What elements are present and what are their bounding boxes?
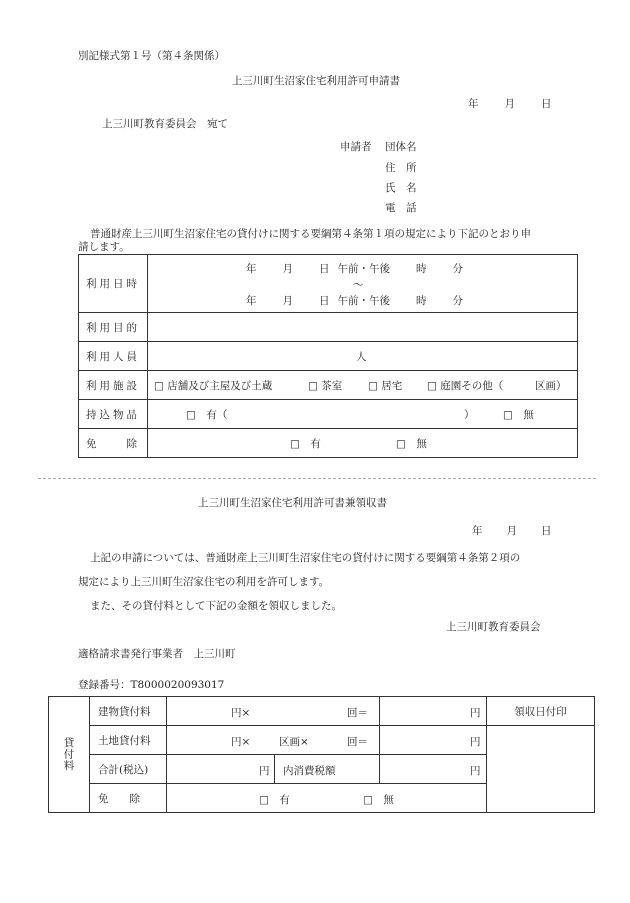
- people-field[interactable]: [148, 342, 578, 371]
- people-unit: 人: [356, 351, 367, 363]
- from-day: 日: [319, 263, 330, 275]
- applicant-org: 団体名: [385, 141, 417, 153]
- facility-tea-checkbox[interactable]: □ 茶室: [308, 380, 343, 392]
- from-month: 月: [282, 263, 293, 275]
- fee-exemption-no-checkbox[interactable]: □ 無: [363, 794, 394, 806]
- fee-exemption-options: [167, 784, 487, 813]
- building-fee-label: 建物貸付料: [90, 697, 167, 726]
- facility-label: 利用施設: [79, 371, 148, 400]
- tax-label: 内消費税額: [283, 765, 336, 777]
- cut-line: [38, 478, 596, 479]
- from-year: 年: [246, 263, 257, 275]
- items-close-paren: ）: [464, 409, 475, 421]
- land-fee-amount[interactable]: [380, 726, 487, 755]
- purpose-field[interactable]: [148, 313, 578, 342]
- land-fee-label: 土地貸付料: [90, 726, 167, 755]
- purpose-label: 利用目的: [79, 313, 148, 342]
- receipt-stamp-area: [487, 726, 595, 813]
- items-yes-checkbox[interactable]: □ 有（: [186, 409, 228, 421]
- land-fee-calc[interactable]: [167, 726, 380, 755]
- fee-side-label-cell: [49, 697, 90, 813]
- application-table: [78, 254, 578, 458]
- datetime-from: [246, 261, 463, 276]
- to-day: 日: [319, 295, 330, 307]
- datetime-tilde: ～: [353, 279, 364, 291]
- building-yen: 円: [470, 707, 481, 719]
- applicant-address: 住 所: [385, 162, 417, 174]
- to-year: 年: [246, 295, 257, 307]
- facility-garden-checkbox[interactable]: □ 庭園その他（: [427, 380, 504, 392]
- date-day: 日: [541, 98, 552, 110]
- invoice-issuer: 適格請求書発行事業者 上三川町: [78, 648, 236, 660]
- date-month: 月: [504, 98, 515, 110]
- datetime-label: 利用日時: [79, 255, 148, 313]
- permit-issuer: 上三川町教育委員会: [446, 621, 541, 633]
- exemption-label: 免 除: [79, 429, 148, 458]
- permit-date-day: 日: [541, 525, 552, 537]
- total-yen: 円: [259, 765, 270, 777]
- building-yen-x: 円×: [231, 707, 251, 719]
- from-minute: 分: [452, 263, 463, 275]
- applicant-name: 氏 名: [385, 182, 417, 194]
- exemption-no-checkbox[interactable]: □ 無: [396, 438, 427, 450]
- building-fee-calc[interactable]: [167, 697, 380, 726]
- items-no-checkbox[interactable]: □ 無: [503, 409, 534, 421]
- to-hour: 時: [416, 295, 427, 307]
- registration-number: 登録番号：T8000020093017: [78, 679, 225, 691]
- exemption-options: [148, 429, 578, 458]
- fee-exemption-yes-checkbox[interactable]: □ 有: [259, 794, 290, 806]
- facility-shop-checkbox[interactable]: □ 店舗及び主屋及び土蔵: [154, 380, 273, 392]
- permit-para2: また、その貸付料として下記の金額を領収しました。: [90, 600, 342, 612]
- body-text-line2: 請します。: [78, 241, 130, 253]
- fee-table: [48, 696, 595, 813]
- from-hour: 時: [416, 263, 427, 275]
- permit-para1-line1: 上記の申請については、普通財産上三川町生沼家住宅の貸付けに関する要綱第４条第２項の: [90, 552, 521, 564]
- people-label: 利用人員: [79, 342, 148, 371]
- datetime-to: [246, 293, 463, 308]
- fee-side-label: 貸付料: [62, 737, 75, 772]
- body-text-line1: 普通財産上三川町生沼家住宅の貸付けに関する要綱第４条第１項の規定により下記のとおり申: [90, 228, 531, 240]
- fee-exemption-label: 免 除: [90, 784, 167, 813]
- to-ampm: 午前・午後: [337, 295, 390, 307]
- permit-para1-line2: 規定により上三川町生沼家住宅の利用を許可します。: [78, 576, 330, 588]
- total-label: 合計(税込): [90, 755, 167, 784]
- to-month: 月: [282, 295, 293, 307]
- land-yen: 円: [470, 736, 481, 748]
- land-kukaku-x: 区画×: [279, 736, 309, 748]
- items-options: [148, 400, 578, 429]
- exemption-yes-checkbox[interactable]: □ 有: [290, 438, 321, 450]
- receipt-stamp-label: 領収日付印: [487, 697, 595, 726]
- application-date: [468, 96, 552, 111]
- from-ampm: 午前・午後: [337, 263, 390, 275]
- permit-date-month: 月: [506, 525, 517, 537]
- tax-amount[interactable]: [380, 755, 487, 784]
- permit-date-year: 年: [472, 525, 483, 537]
- items-label: 持込物品: [79, 400, 148, 429]
- permit-title: 上三川町生沼家住宅利用許可書兼領収書: [198, 497, 387, 509]
- addressee: 上三川町教育委員会 宛て: [102, 118, 228, 130]
- datetime-cell[interactable]: [148, 255, 578, 313]
- form-reference: 別記様式第１号（第４条関係）: [78, 50, 225, 62]
- facility-garden-unit: 区画）: [535, 380, 567, 392]
- tax-divider: [274, 755, 275, 783]
- application-title: 上三川町生沼家住宅利用許可申請書: [232, 75, 400, 87]
- facility-residence-checkbox[interactable]: □ 居宅: [368, 380, 403, 392]
- facility-options: [148, 371, 578, 400]
- applicant-label: 申請者: [340, 141, 372, 153]
- total-amount[interactable]: [167, 755, 380, 784]
- date-year: 年: [468, 98, 479, 110]
- to-minute: 分: [452, 295, 463, 307]
- land-kai-eq: 回＝: [347, 736, 368, 748]
- land-yen-x: 円×: [231, 736, 251, 748]
- tax-yen: 円: [470, 765, 481, 777]
- building-fee-amount[interactable]: [380, 697, 487, 726]
- permit-date: [472, 523, 552, 538]
- applicant-phone: 電 話: [385, 202, 417, 214]
- building-kai-eq: 回＝: [347, 707, 368, 719]
